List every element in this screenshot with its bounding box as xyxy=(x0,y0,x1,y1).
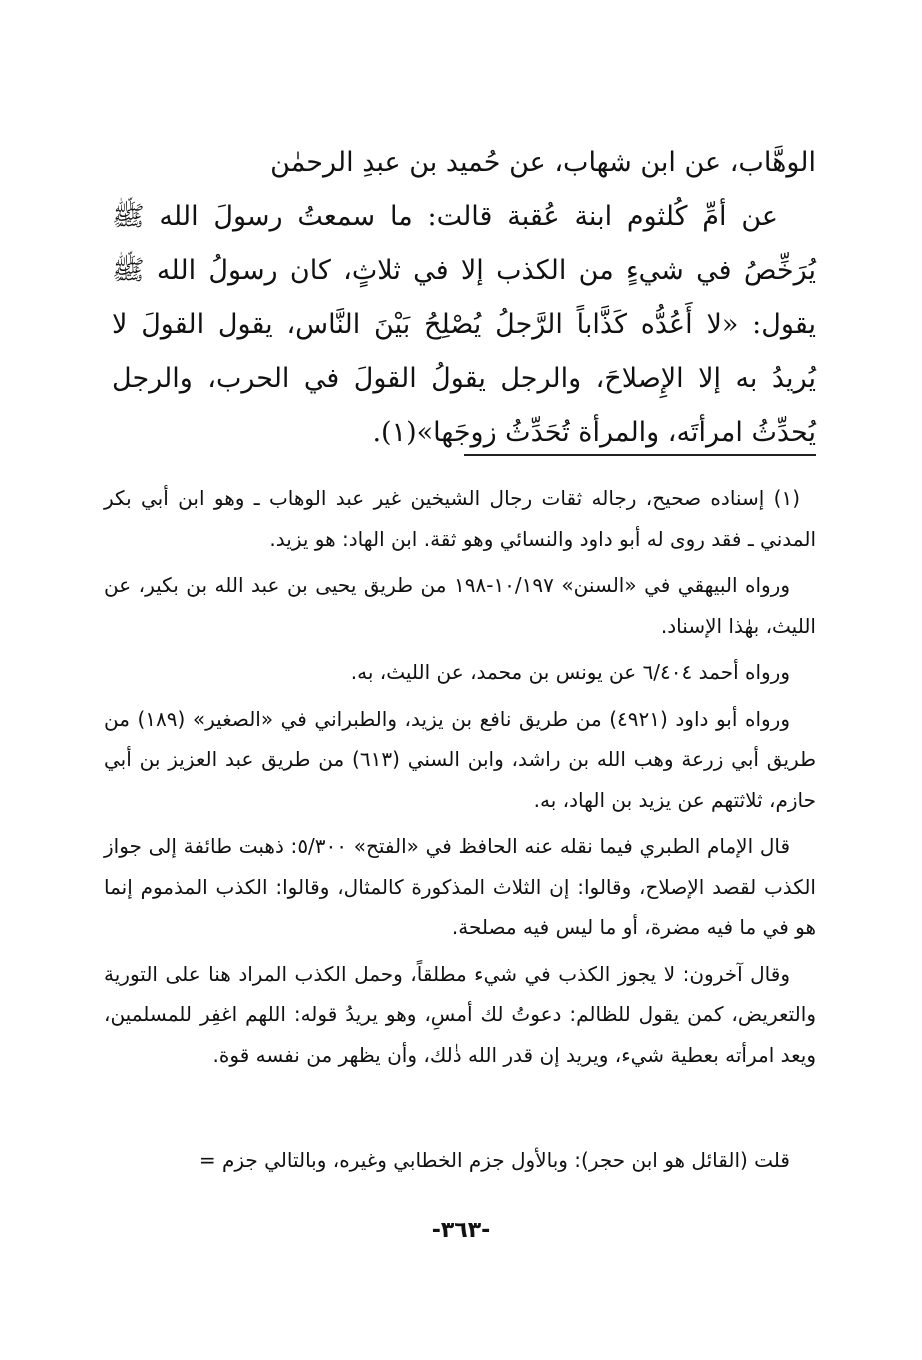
footnote-paragraph: ورواه أبو داود (٤٩٢١) من طريق نافع بن يزيد، والطبراني في «الصغير» (١٨٩) من طريق أبي زرعة وهب الله بن راشد، وابن السني (٦١٣) من طريق عبد العزيز بن أبي حازم، ثلاثتهم عن يزيد بن الهاد، به. xyxy=(104,706,816,812)
footnote-paragraph: وقال آخرون: لا يجوز الكذب في شيء مطلقاً، وحمل الكذب المراد هنا على التورية والتعريض، كمن يقول للظالم: دعوتُ لك أمسِ، وهو يريدُ قوله: اللهم اغفِر للمسلمين، ويعد امرأته بعطية شيء، ويريد إن قدر الله ذٰلك، وأن يظهر من نفسه قوة. xyxy=(104,961,816,1067)
main-text xyxy=(112,136,816,460)
footnote-paragraph: ورواه البيهقي في «السنن» ١٠/١٩٧-١٩٨ من طريق يحيى بن عبد الله بن بكير، عن الليث، بهٰذا الإسناد. xyxy=(104,573,816,638)
footnote-paragraph: (١) إسناده صحيح، رجاله ثقات رجال الشيخين غير عبد الوهاب ـ وهو ابن أبي بكر المدني ـ فقد روى له أبو داود والنسائي وهو ثقة. ابن الهاد: هو يزيد. xyxy=(104,486,816,551)
footnote-paragraph: ورواه أحمد ٦/٤٠٤ عن يونس بن محمد، عن الليث، به. xyxy=(350,660,790,684)
main-paragraph: الوهَّاب، عن ابن شهاب، عن حُميد بن عبدِ الرحمٰن xyxy=(270,147,816,178)
footnotes xyxy=(104,478,816,1081)
page-number: -٣٦٣- xyxy=(431,1218,491,1243)
footnote-continuation: قلت (القائل هو ابن حجر): وبالأول جزم الخطابي وغيره، وبالتالي جزم = xyxy=(198,1148,790,1172)
hadith-paragraph: عن أمِّ كُلثوم ابنة عُقبة قالت: ما سمعتُ رسولَ الله ﷺ يُرَخِّصُ في شيءٍ من الكذب إلا في ثلاثٍ، كان رسولُ الله ﷺ يقول: «لا أَعُدُّه كَذَّاباً الرَّجلُ يُصْلِحُ بَيْنَ النَّاس، يقول القولَ لا يُريدُ به إلا الإِصلاحَ، والرجل يقولُ القولَ في الحرب، والرجل يُحدِّثُ امرأتَه، والمرأة تُحَدِّثُ زوجَها»(١). xyxy=(112,201,816,448)
footnote-paragraph: قال الإمام الطبري فيما نقله عنه الحافظ في «الفتح» ٥/٣٠٠: ذهبت طائفة إلى جواز الكذب لقصد الإصلاح، وقالوا: إن الثلاث المذكورة كالمثال، وقالوا: الكذب المذموم إنما هو في ما فيه مضرة، أو ما ليس فيه مصلحة. xyxy=(104,834,816,939)
footnote-divider xyxy=(464,454,816,456)
